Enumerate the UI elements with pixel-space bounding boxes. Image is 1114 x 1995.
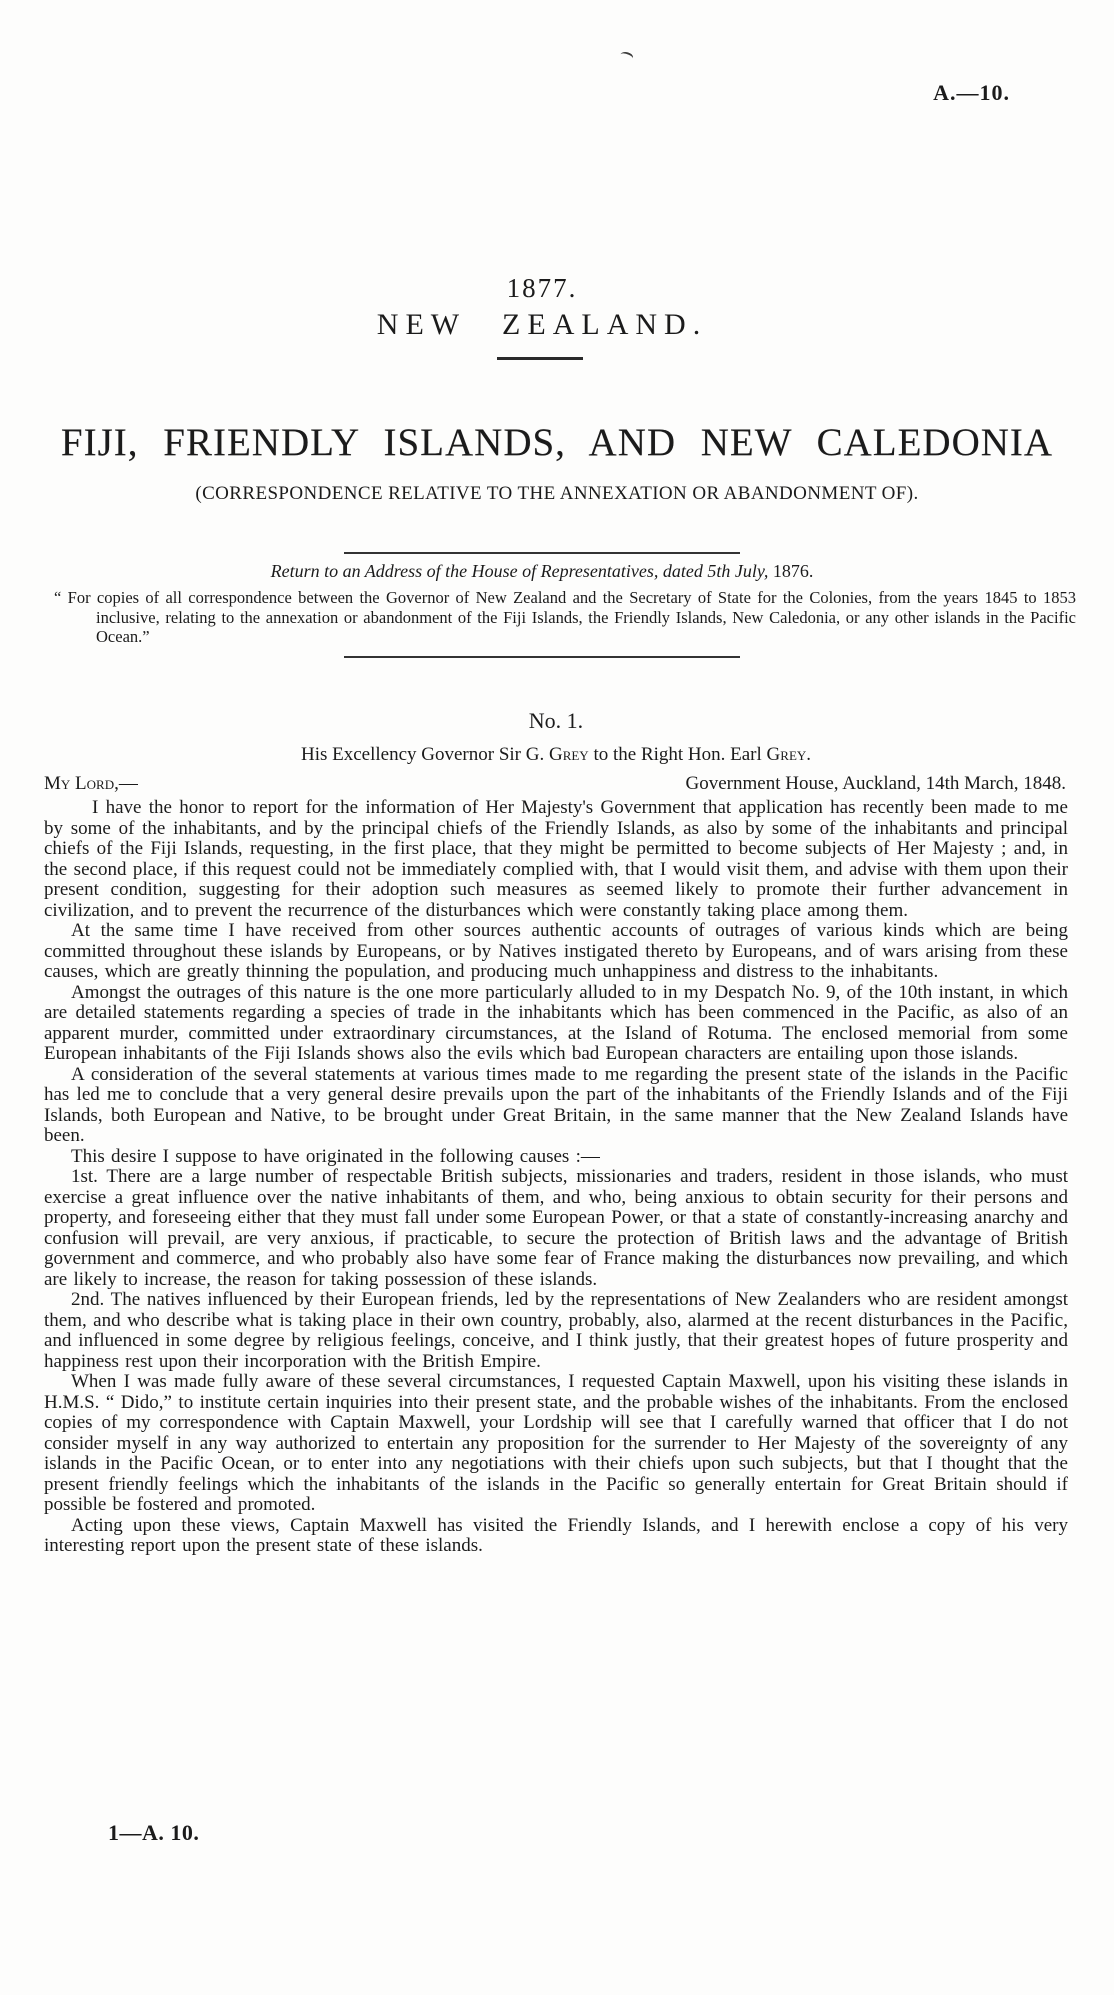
return-order-block	[0, 552, 1114, 658]
place-and-date: Government House, Auckland, 14th March, 1848.	[685, 773, 1066, 794]
return-heading-italic: Return to an Address of the House of Representatives, dated 5th July,	[270, 561, 769, 581]
letter-heading-post: .	[806, 744, 812, 765]
return-rule-top	[344, 552, 740, 554]
letter-paragraph: At the same time I have received from other sources authentic accounts of outrages of various kinds which are being committed throughout these islands by Europeans, or by Natives instigated thereto by Europeans, and of wars arising from these causes, which are greatly thinning the population, and producing much unhappiness and distress to the inhabitants.	[44, 920, 1068, 982]
document-subtitle: (CORRESPONDENCE RELATIVE TO THE ANNEXATION OR ABANDONMENT OF).	[195, 483, 919, 504]
country-heading: NEW ZEALAND.	[376, 308, 708, 341]
return-heading-year: 1876.	[768, 561, 814, 581]
printer-imprint: 1—A. 10.	[108, 1820, 200, 1845]
document-title: FIJI, FRIENDLY ISLANDS, AND NEW CALEDONIA	[60, 421, 1054, 464]
return-heading	[0, 561, 1099, 582]
letter-heading-name-grey: Grey	[548, 744, 589, 765]
letter-heading-pre: His Excellency Governor Sir G.	[300, 744, 549, 765]
letter-paragraph: 2nd. The natives influenced by their European friends, led by the representations of New Zealanders who are resident amongst them, and who describe what is taking place in their own country, probably, also, alarmed at the recent disturbances in the Pacific, and influenced in some degree by religious feelings, conceive, and I think justly, that their greatest hopes of future prosperity and happiness rest upon their incorporation with the British Empire.	[44, 1289, 1068, 1372]
divider-rule-top	[497, 357, 583, 360]
salutation-row	[44, 773, 1068, 795]
letter-paragraph: A consideration of the several statements at various times made to me regarding the present state of the islands in the Pacific has led me to conclude that a very general desire prevails upon the part of the inhabitants of the Friendly Islands and of the Fiji Islands, both European and Native, to be brought under Great Britain, in the same manner that the New Zealand Islands have been.	[44, 1063, 1068, 1146]
letter-heading	[44, 744, 1068, 766]
stray-pen-mark	[619, 50, 635, 64]
letter-heading-name-earl-grey: Grey	[766, 744, 807, 765]
letter-paragraph: This desire I suppose to have originated in the following causes :—	[71, 1145, 600, 1167]
return-quote: “ For copies of all correspondence between the Governor of New Zealand and the Secretary of State for the Colonies, from the years 1845 to 1853 inclusive, relating to the annexation or abandonment of the Fiji Islands, the Friendly Islands, New Caledonia, or any other islands in the Pacific Ocean.”	[54, 588, 1076, 646]
letter-paragraph: 1st. There are a large number of respectable British subjects, missionaries and traders, resident in those islands, who must exercise a great influence over the native inhabitants of them, and who, being anxious to obtain security for their persons and property, and foreseeing either that they must fall under some European Power, or that a state of constantly-increasing anarchy and confusion will prevail, are very anxious, if practicable, to secure the protection of British laws and the advantage of British government and commerce, and who probably also have some fear of France making the disturbances now prevailing, and which are likely to increase, the reason for taking possession of these islands.	[44, 1166, 1068, 1290]
return-rule-bottom	[344, 656, 740, 658]
document-reference: A.—10.	[933, 80, 1010, 105]
letter-paragraph: I have the honor to report for the information of Her Majesty's Government that application has recently been made to me by some of the inhabitants, and by the principal chiefs of the Friendly Islands, as also by some of the inhabitants and principal chiefs of the Fiji Islands, requesting, in the first place, that they might be permitted to become subjects of Her Majesty ; and, in the second place, if this request could not be immediately complied with, that I would visit them, and advise with them upon their present condition, suggesting for their adoption such measures as seemed likely to promote their further advancement in civilization, and to prevent the recurrence of the disturbances which were constantly taking place among them.	[44, 797, 1068, 921]
salutation: My Lord,—	[44, 773, 138, 794]
letter-paragraph: Acting upon these views, Captain Maxwell has visited the Friendly Islands, and I herewith enclose a copy of his very interesting report upon the present state of these islands.	[44, 1514, 1068, 1556]
letter-paragraph: Amongst the outrages of this nature is the one more particularly alluded to in my Despatch No. 9, of the 10th instant, in which are detailed statements regarding a species of trade in the inhabitants which has been commenced in the Pacific, as also of an apparent murder, committed under extraordinary circumstances, at the Island of Rotuma. The enclosed memorial from some European inhabitants of the Fiji Islands shows also the evils which bad European characters are entailing upon those islands.	[44, 981, 1068, 1064]
letter-number: No. 1.	[528, 708, 584, 733]
letter-no-1	[44, 708, 1068, 1557]
publication-year: 1877.	[506, 273, 578, 303]
letter-heading-mid: to the Right Hon. Earl	[588, 744, 767, 765]
letter-paragraph: When I was made fully aware of these several circumstances, I requested Captain Maxwell, upon his visiting these islands in H.M.S. “ Dido,” to institute certain inquiries into their present state, and the probable wishes of the inhabitants. From the enclosed copies of my correspondence with Captain Maxwell, your Lordship will see that I carefully warned that officer that I do not consider myself in any way authorized to entertain any proposition for the surrender to Her Majesty of the sovereignty of any islands in the Pacific Ocean, or to enter into any negotiations with their chiefs upon such subjects, but that I thought that the present friendly feelings which the inhabitants of the islands in the Pacific so generally entertain for Great Britain should if possible be fostered and promoted.	[44, 1371, 1068, 1515]
